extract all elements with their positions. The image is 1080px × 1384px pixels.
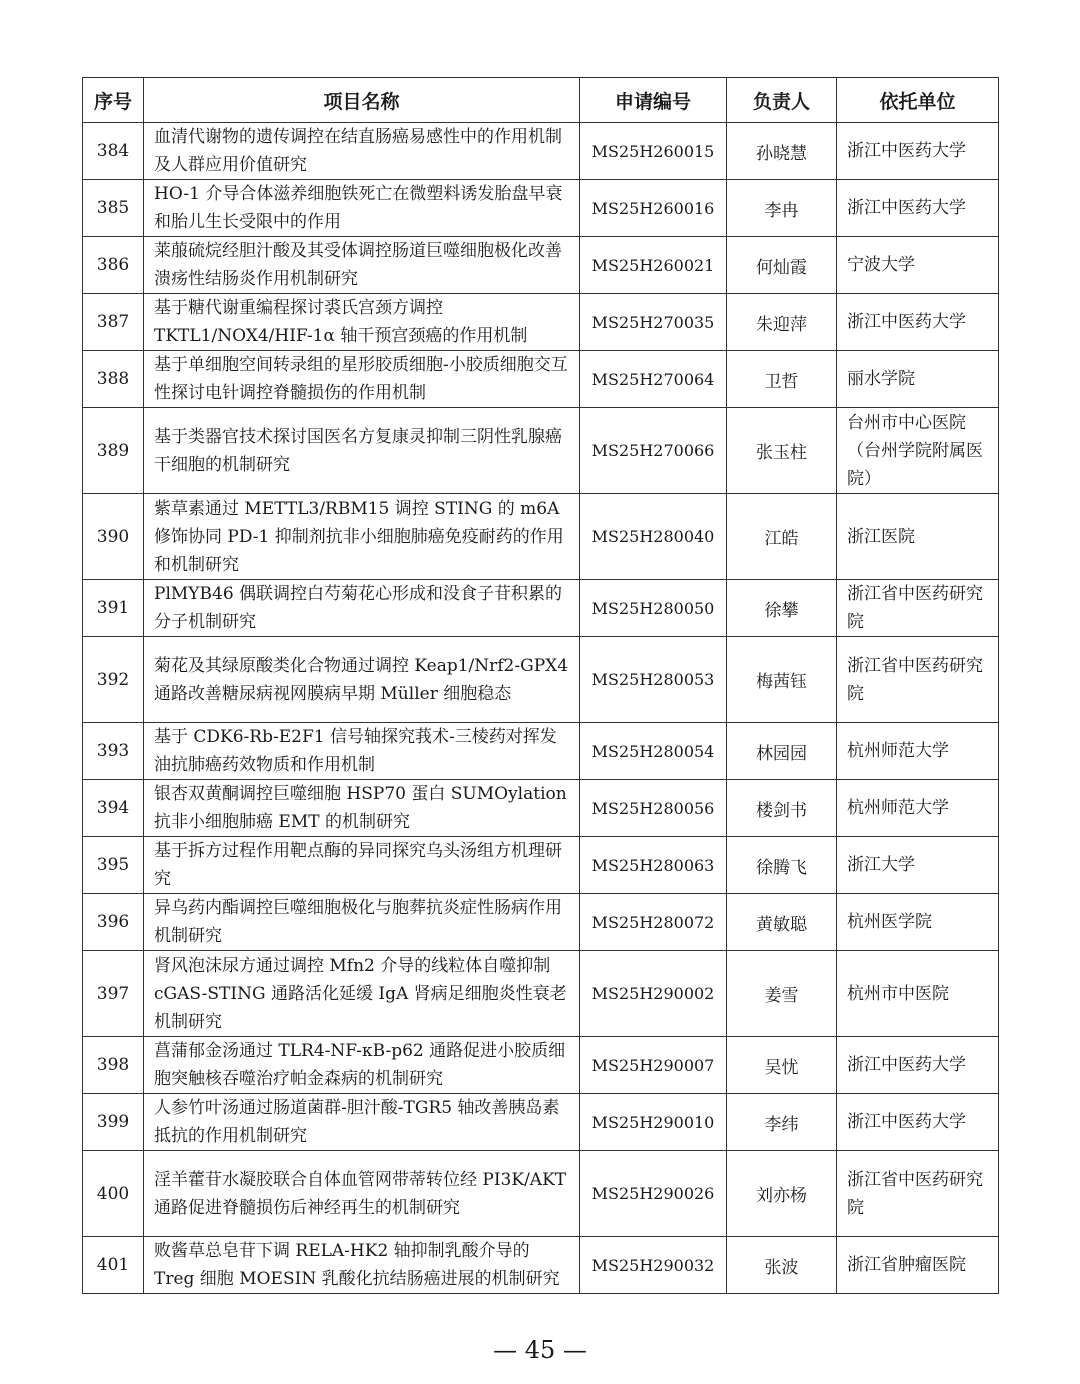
table-row xyxy=(83,237,999,294)
application-code: MS25H290026 xyxy=(580,1151,727,1237)
row-number: 384 xyxy=(83,123,144,180)
principal-investigator: 李纬 xyxy=(727,1094,837,1151)
table-row xyxy=(83,408,999,494)
row-number: 401 xyxy=(83,1237,144,1294)
application-code: MS25H270066 xyxy=(580,408,727,494)
row-number: 387 xyxy=(83,294,144,351)
host-institution: 浙江省中医药研究院 xyxy=(837,580,999,637)
principal-investigator: 徐攀 xyxy=(727,580,837,637)
project-name: 紫草素通过 METTL3/RBM15 调控 STING 的 m6A 修饰协同 PD-1 抑制剂抗非小细胞肺癌免疫耐药的作用和机制研究 xyxy=(144,494,580,580)
host-institution: 丽水学院 xyxy=(837,351,999,408)
principal-investigator: 何灿霞 xyxy=(727,237,837,294)
application-code: MS25H260015 xyxy=(580,123,727,180)
host-institution: 浙江中医药大学 xyxy=(837,123,999,180)
table-row xyxy=(83,294,999,351)
project-name: 人参竹叶汤通过肠道菌群-胆汁酸-TGR5 轴改善胰岛素抵抗的作用机制研究 xyxy=(144,1094,580,1151)
table-row xyxy=(83,351,999,408)
project-name: 基于单细胞空间转录组的星形胶质细胞-小胶质细胞交互性探讨电针调控脊髓损伤的作用机制 xyxy=(144,351,580,408)
application-code: MS25H260016 xyxy=(580,180,727,237)
application-code: MS25H280050 xyxy=(580,580,727,637)
host-institution: 浙江大学 xyxy=(837,837,999,894)
row-number: 399 xyxy=(83,1094,144,1151)
project-name: 血清代谢物的遗传调控在结直肠癌易感性中的作用机制及人群应用价值研究 xyxy=(144,123,580,180)
header-person: 负责人 xyxy=(727,78,837,123)
row-number: 397 xyxy=(83,951,144,1037)
header-code: 申请编号 xyxy=(580,78,727,123)
principal-investigator: 刘亦杨 xyxy=(727,1151,837,1237)
table-row xyxy=(83,951,999,1037)
table-row xyxy=(83,837,999,894)
application-code: MS25H280040 xyxy=(580,494,727,580)
row-number: 390 xyxy=(83,494,144,580)
row-number: 385 xyxy=(83,180,144,237)
application-code: MS25H290002 xyxy=(580,951,727,1037)
row-number: 389 xyxy=(83,408,144,494)
table-row xyxy=(83,894,999,951)
principal-investigator: 吴忧 xyxy=(727,1037,837,1094)
principal-investigator: 梅茜钰 xyxy=(727,637,837,723)
row-number: 388 xyxy=(83,351,144,408)
host-institution: 浙江中医药大学 xyxy=(837,1037,999,1094)
project-name: 银杏双黄酮调控巨噬细胞 HSP70 蛋白 SUMOylation 抗非小细胞肺癌 EMT 的机制研究 xyxy=(144,780,580,837)
header-name: 项目名称 xyxy=(144,78,580,123)
principal-investigator: 楼剑书 xyxy=(727,780,837,837)
table-row xyxy=(83,723,999,780)
application-code: MS25H270064 xyxy=(580,351,727,408)
table-row xyxy=(83,637,999,723)
row-number: 396 xyxy=(83,894,144,951)
project-name: 基于 CDK6-Rb-E2F1 信号轴探究莪术-三棱药对挥发油抗肺癌药效物质和作用机制 xyxy=(144,723,580,780)
host-institution: 浙江省中医药研究院 xyxy=(837,637,999,723)
table-row xyxy=(83,1151,999,1237)
table-row xyxy=(83,780,999,837)
principal-investigator: 徐腾飞 xyxy=(727,837,837,894)
table-row xyxy=(83,494,999,580)
row-number: 386 xyxy=(83,237,144,294)
page-number: — 45 — xyxy=(493,1336,587,1364)
table-row xyxy=(83,1037,999,1094)
application-code: MS25H280056 xyxy=(580,780,727,837)
principal-investigator: 张波 xyxy=(727,1237,837,1294)
project-name: 肾风泡沫尿方通过调控 Mfn2 介导的线粒体自噬抑制 cGAS-STING 通路活化延缓 IgA 肾病足细胞炎性衰老机制研究 xyxy=(144,951,580,1037)
table-header-row xyxy=(83,78,999,123)
host-institution: 浙江中医药大学 xyxy=(837,180,999,237)
host-institution: 浙江中医药大学 xyxy=(837,294,999,351)
row-number: 395 xyxy=(83,837,144,894)
project-name: 菖蒲郁金汤通过 TLR4-NF-κB-p62 通路促进小胶质细胞突触核吞噬治疗帕金森病的机制研究 xyxy=(144,1037,580,1094)
application-code: MS25H290032 xyxy=(580,1237,727,1294)
table-row xyxy=(83,180,999,237)
host-institution: 台州市中心医院（台州学院附属医院） xyxy=(837,408,999,494)
application-code: MS25H280054 xyxy=(580,723,727,780)
host-institution: 浙江省肿瘤医院 xyxy=(837,1237,999,1294)
table-row xyxy=(83,1237,999,1294)
application-code: MS25H290007 xyxy=(580,1037,727,1094)
application-code: MS25H280072 xyxy=(580,894,727,951)
principal-investigator: 卫哲 xyxy=(727,351,837,408)
host-institution: 杭州师范大学 xyxy=(837,723,999,780)
principal-investigator: 林园园 xyxy=(727,723,837,780)
host-institution: 浙江省中医药研究院 xyxy=(837,1151,999,1237)
project-name: 基于拆方过程作用靶点酶的异同探究乌头汤组方机理研究 xyxy=(144,837,580,894)
table-row xyxy=(83,1094,999,1151)
application-code: MS25H270035 xyxy=(580,294,727,351)
project-name: 淫羊藿苷水凝胶联合自体血管网带蒂转位经 PI3K/AKT 通路促进脊髓损伤后神经再生的机制研究 xyxy=(144,1151,580,1237)
principal-investigator: 黄敏聪 xyxy=(727,894,837,951)
principal-investigator: 李冉 xyxy=(727,180,837,237)
principal-investigator: 江皓 xyxy=(727,494,837,580)
principal-investigator: 孙晓慧 xyxy=(727,123,837,180)
application-code: MS25H280063 xyxy=(580,837,727,894)
application-code: MS25H260021 xyxy=(580,237,727,294)
host-institution: 浙江中医药大学 xyxy=(837,1094,999,1151)
row-number: 394 xyxy=(83,780,144,837)
host-institution: 宁波大学 xyxy=(837,237,999,294)
table-row xyxy=(83,123,999,180)
project-table xyxy=(82,77,999,1294)
principal-investigator: 张玉柱 xyxy=(727,408,837,494)
principal-investigator: 朱迎萍 xyxy=(727,294,837,351)
host-institution: 杭州市中医院 xyxy=(837,951,999,1037)
project-name: 莱菔硫烷经胆汁酸及其受体调控肠道巨噬细胞极化改善溃疡性结肠炎作用机制研究 xyxy=(144,237,580,294)
row-number: 391 xyxy=(83,580,144,637)
project-name: PlMYB46 偶联调控白芍菊花心形成和没食子苷积累的分子机制研究 xyxy=(144,580,580,637)
application-code: MS25H280053 xyxy=(580,637,727,723)
host-institution: 杭州医学院 xyxy=(837,894,999,951)
project-name: 菊花及其绿原酸类化合物通过调控 Keap1/Nrf2-GPX4 通路改善糖尿病视网膜病早期 Müller 细胞稳态 xyxy=(144,637,580,723)
table-row xyxy=(83,580,999,637)
project-name: HO-1 介导合体滋养细胞铁死亡在微塑料诱发胎盘早衰和胎儿生长受限中的作用 xyxy=(144,180,580,237)
project-name: 基于类器官技术探讨国医名方复康灵抑制三阴性乳腺癌干细胞的机制研究 xyxy=(144,408,580,494)
project-name: 基于糖代谢重编程探讨裘氏宫颈方调控TKTL1/NOX4/HIF-1α 轴干预宫颈癌的作用机制 xyxy=(144,294,580,351)
principal-investigator: 姜雪 xyxy=(727,951,837,1037)
host-institution: 浙江医院 xyxy=(837,494,999,580)
application-code: MS25H290010 xyxy=(580,1094,727,1151)
header-unit: 依托单位 xyxy=(837,78,999,123)
project-name: 败酱草总皂苷下调 RELA-HK2 轴抑制乳酸介导的 Treg 细胞 MOESIN 乳酸化抗结肠癌进展的机制研究 xyxy=(144,1237,580,1294)
header-num: 序号 xyxy=(83,78,144,123)
row-number: 393 xyxy=(83,723,144,780)
row-number: 392 xyxy=(83,637,144,723)
host-institution: 杭州师范大学 xyxy=(837,780,999,837)
project-name: 异乌药内酯调控巨噬细胞极化与胞葬抗炎症性肠病作用机制研究 xyxy=(144,894,580,951)
row-number: 400 xyxy=(83,1151,144,1237)
row-number: 398 xyxy=(83,1037,144,1094)
